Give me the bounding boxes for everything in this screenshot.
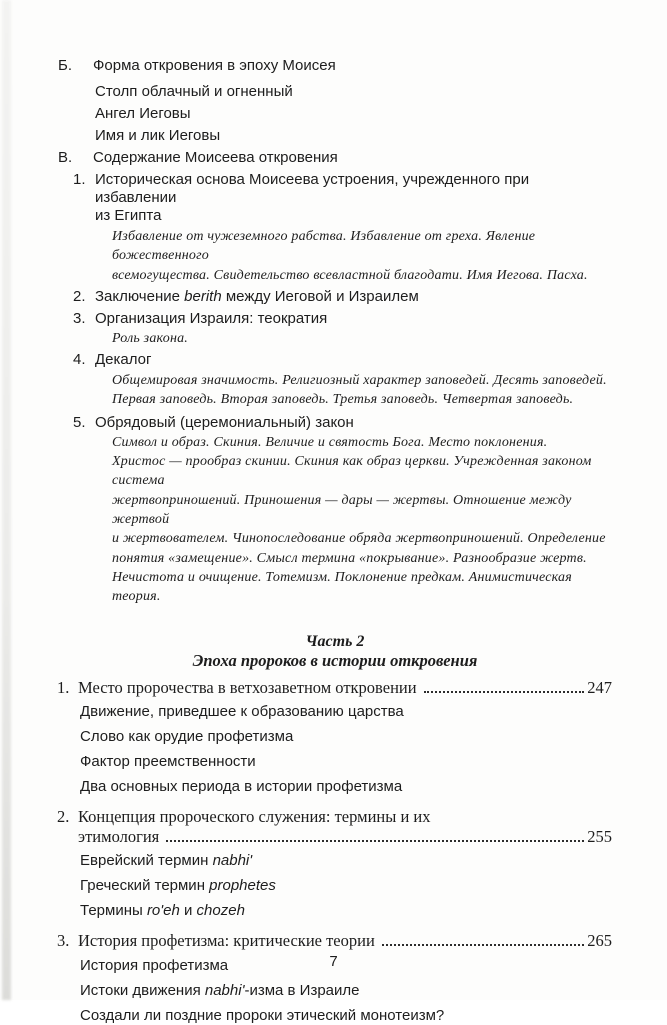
outline-sub-item: Ангел Иеговы (95, 105, 191, 122)
chapter-sub-item: Термины ro'eh и chozeh (80, 902, 245, 920)
chapter-page-number: 247 (587, 678, 612, 698)
chapter-title: История профетизма: критические теории (78, 931, 375, 951)
item-title: Заключение berith между Иеговой и Израилем (95, 287, 419, 305)
item-title: Историческая основа Моисеева устроения, учрежденного при избавлении из Египта (95, 171, 530, 224)
item-title: Обрядовый (церемониальный) закон (95, 413, 354, 431)
item-title: Организация Израиля: теократия (95, 309, 328, 327)
chapter-entry-2 (57, 807, 612, 920)
dot-leader (382, 944, 584, 946)
chapter-sub-item: Еврейский термин nabhi' (80, 852, 253, 870)
toc-line (78, 827, 612, 847)
outline-numbered-item-1 (73, 171, 612, 225)
outline-letter: В. (58, 149, 73, 166)
item-detail-text: Общемировая значимость. Религиозный характер заповедей. Десять заповедей. Первая заповедь. Вторая заповедь. Третья заповедь. Четвертая заповедь. (112, 373, 607, 408)
chapter-page-number: 255 (587, 827, 612, 847)
item-number: 2. (73, 287, 86, 305)
chapter-page-number: 265 (587, 931, 612, 951)
part-label: Часть 2 (305, 633, 365, 651)
item-detail-text: Символ и образ. Скиния. Величие и святость Бога. Место поклонения. Христос — прообраз скинии. Скиния как образ церкви. Учрежденная законом система жертвоприношений. Приношения — дары — жертвы. Отношение между жертвой и жертвователем. Чинопоследование обряда жертвоприношений. Определение понятия «замещение». Смысл термина «покрывание». Разнообразие жертв. Нечистота и очищение. Тотемизм. Поклонение предкам. Анимистическая теория. (112, 434, 606, 605)
chapter-sub-item: Фактор преемственности (80, 753, 256, 771)
item-title: Декалог (95, 351, 152, 369)
chapter-number: 1. (57, 678, 70, 698)
outline-item-title: Форма откровения в эпоху Моисея (93, 57, 336, 74)
chapter-title: Место пророчества в ветхозаветном откровении (78, 678, 417, 698)
outline-numbered-item-3 (73, 310, 612, 328)
chapter-sub-item: Движение, приведшее к образованию царства (80, 703, 404, 721)
chapter-title-line2: этимология (78, 827, 160, 847)
outline-item-b (58, 57, 612, 75)
toc-line (78, 931, 612, 951)
outline-letter: Б. (58, 57, 73, 74)
part-heading (58, 632, 612, 670)
chapter-title-line1: Концепция пророческого служения: термины и их (78, 807, 431, 827)
outline-sub-item: Столп облачный и огненный (95, 83, 293, 100)
chapter-sub-item: Два основных периода в истории профетизма (80, 778, 403, 796)
chapter-number: 2. (57, 807, 70, 827)
chapter-entry-1 (57, 678, 612, 796)
chapter-sub-item: История профетизма (80, 957, 229, 975)
chapter-entry-3 (57, 931, 612, 1025)
chapter-sub-item: Истоки движения nabhi'-изма в Израиле (80, 982, 360, 1000)
chapter-sub-item: Создали ли поздние пророки этический монотеизм? (80, 1007, 445, 1025)
item-number: 1. (73, 171, 86, 188)
outline-section (58, 57, 612, 606)
outline-numbered-item-4 (73, 351, 612, 369)
item-number: 5. (73, 413, 86, 431)
item-number: 4. (73, 351, 86, 369)
dot-leader (166, 840, 584, 842)
chapter-sub-item: Слово как орудие профетизма (80, 728, 294, 746)
outline-item-title: Содержание Моисеева откровения (93, 149, 338, 166)
item-detail-text: Роль закона. (112, 330, 188, 346)
page-number: 7 (329, 953, 338, 970)
item-number: 3. (73, 309, 86, 327)
dot-leader (424, 691, 585, 693)
chapter-sub-item: Греческий термин prophetes (80, 877, 276, 895)
chapter-number: 3. (57, 931, 70, 951)
part-title: Эпоха пророков в истории откровения (192, 651, 478, 671)
outline-item-v (58, 149, 612, 167)
toc-line (78, 678, 612, 698)
item-detail-text: Избавление от чужеземного рабства. Избавление от греха. Явление божественного всемогущества. Свидетельство всевластной благодати. Имя Иегова. Пасха. (112, 229, 588, 283)
outline-sub-item: Имя и лик Иеговы (95, 127, 221, 144)
chapter-list (58, 678, 612, 1025)
outline-numbered-item-2 (73, 288, 612, 306)
outline-numbered-item-5 (73, 414, 612, 432)
outline-sub-list (58, 83, 612, 145)
